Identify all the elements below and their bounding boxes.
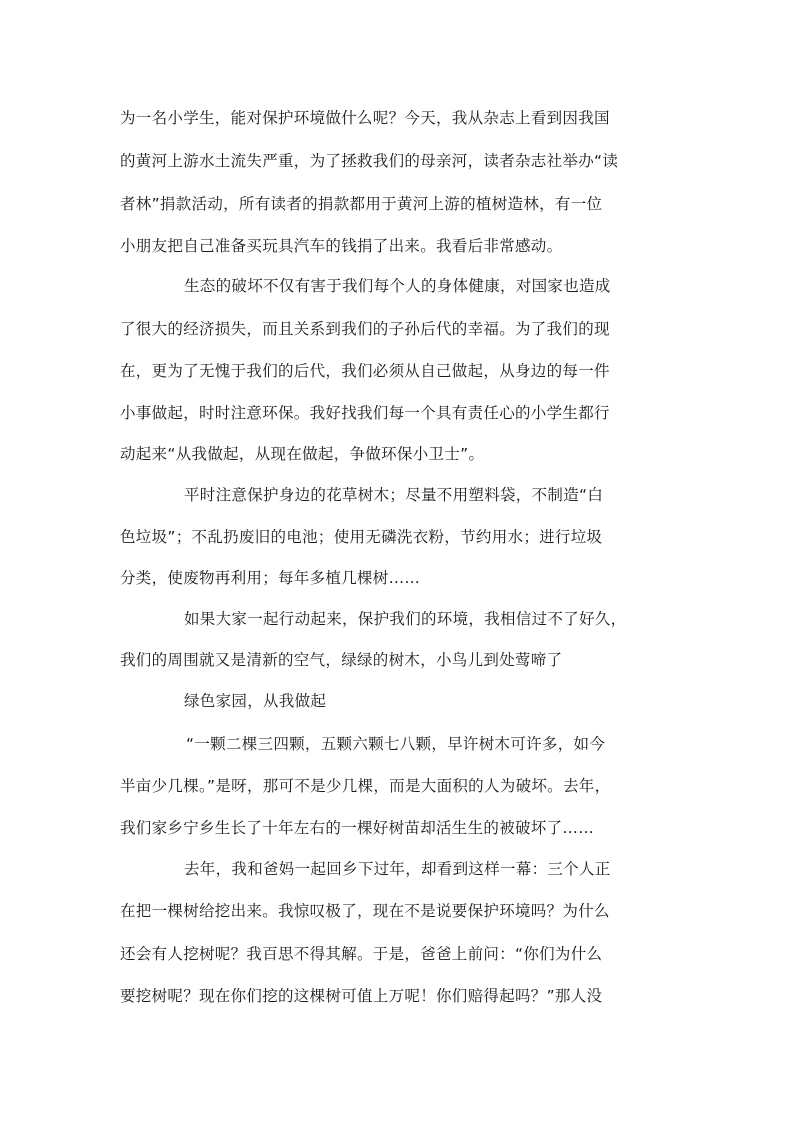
paragraph-first-line: “一颗二棵三四颗，五颗六颗七八颗，早许树木可许多，如今 (186, 735, 606, 753)
text-line: 者林”捐款活动，所有读者的捐款都用于黄河上游的植树造林，有一位 (120, 195, 603, 213)
paragraph-first-line: 去年，我和爸妈一起回乡下过年，却看到这样一幕：三个人正 (184, 860, 611, 878)
text-line: 在，更为了无愧于我们的后代，我们必须从自己做起，从身边的每一件 (120, 362, 610, 380)
text-line: 半亩少几棵。”是呀，那可不是少几棵，而是大面积的人为破坏。去年， (120, 777, 611, 795)
section-heading: 绿色家园，从我做起 (184, 692, 327, 710)
text-line: 我们的周围就又是清新的空气，绿绿的树木，小鸟儿到处莺啼了 (120, 651, 563, 669)
paragraph-first-line: 平时注意保护身边的花草树木；尽量不用塑料袋，不制造“白 (184, 486, 604, 504)
text-line: 小事做起，时时注意环保。我好找我们每一个具有责任心的小学生都行 (120, 404, 610, 422)
text-line: 色垃圾”；不乱扔废旧的电池；使用无磷洗衣粉，节约用水；进行垃圾 (120, 528, 603, 546)
text-line: 动起来“从我做起，从现在做起，争做环保小卫士”。 (120, 445, 485, 463)
paragraph-first-line: 生态的破坏不仅有害于我们每个人的身体健康，对国家也造成 (184, 277, 611, 295)
text-line: 了很大的经济损失，而且关系到我们的子孙后代的幸福。为了我们的现 (120, 320, 610, 338)
text-line: 为一名小学生，能对保护环境做什么呢？今天，我从杂志上看到因我国 (120, 109, 610, 127)
text-line: 我们家乡宁乡生长了十年左右的一棵好树苗却活生生的被破坏了…… (120, 819, 595, 837)
paragraph-first-line: 如果大家一起行动起来，保护我们的环境，我相信过不了好久， (184, 610, 627, 628)
text-line: 的黄河上游水土流失严重，为了拯救我们的母亲河，读者杂志社举办“读 (120, 152, 619, 170)
text-line: 在把一棵树给挖出来。我惊叹极了，现在不是说要保护环境吗？为什么 (120, 902, 610, 920)
text-line: 要挖树呢？现在你们挖的这棵树可值上万呢！你们赔得起吗？”那人没 (120, 987, 603, 1005)
text-line: 还会有人挖树呢？我百思不得其解。于是，爸爸上前问：“你们为什么 (120, 945, 603, 963)
text-line: 小朋友把自己准备买玩具汽车的钱捐了出来。我看后非常感动。 (120, 237, 563, 255)
text-line: 分类，使废物再利用；每年多植几棵树…… (120, 569, 421, 587)
